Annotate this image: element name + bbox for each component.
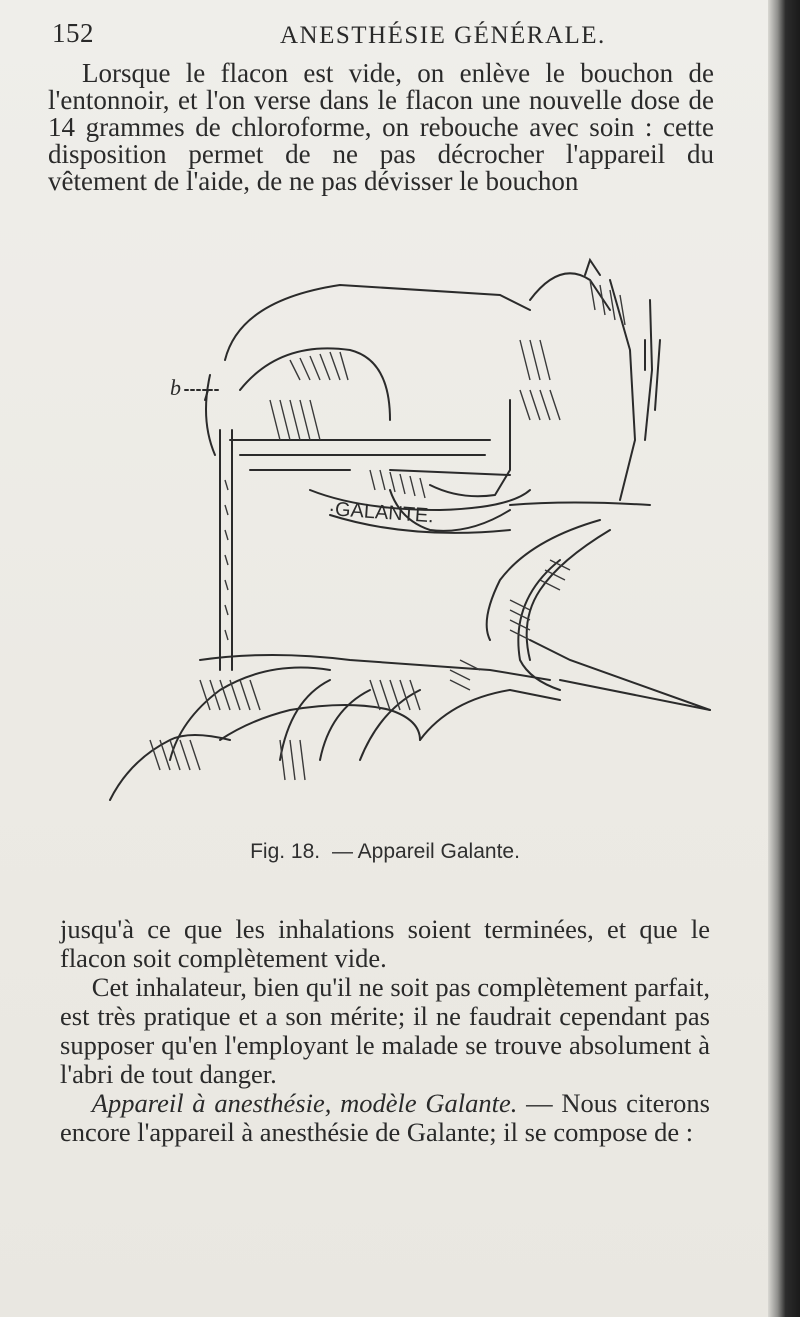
paragraph-galante (60, 1089, 710, 1147)
figure-number: Fig. 18. (250, 840, 321, 863)
running-head (0, 18, 770, 52)
paragraph-continuation: jusqu'à ce que les inhalations soient terminées, et que le flacon soit complètement vide. (60, 914, 710, 973)
section-run-in-heading: Appareil à anesthésie, modèle Galante. (91, 1088, 518, 1118)
paragraph-top: Lorsque le flacon est vide, on enlève le bouchon de l'entonnoir, et l'on verse dans le flacon une nouvelle dose de 14 grammes de chloroforme, on rebouche avec soin : cette disposition permet de ne pas décrocher l'appareil du vêtement de l'aide, de ne pas dévisser le bouchon (48, 58, 714, 196)
apparatus-illustration (90, 240, 730, 830)
paragraph-galante-text: — Nous citerons encore l'appareil à anesthésie de Galante; il se compose de : (60, 1088, 710, 1147)
figure-caption (0, 840, 770, 864)
body-text (60, 915, 710, 1147)
paragraph-inhalateur: Cet inhalateur, bien qu'il ne soit pas complètement parfait, est très pratique et a son mérite; il ne faudrait cependant pas supposer qu'en l'employant le malade se trouve absolument à l'abri de tout danger. (60, 972, 710, 1089)
flask-inscription: ·GALANTE. (327, 498, 435, 528)
callout-letter-b: b (170, 375, 181, 400)
book-spine-edge (768, 0, 800, 1317)
figure-apparatus (90, 240, 730, 830)
figure-title: — Appareil Galante. (331, 840, 520, 863)
running-title: ANESTHÉSIE GÉNÉRALE. (280, 22, 606, 49)
page-number: 152 (52, 18, 94, 48)
